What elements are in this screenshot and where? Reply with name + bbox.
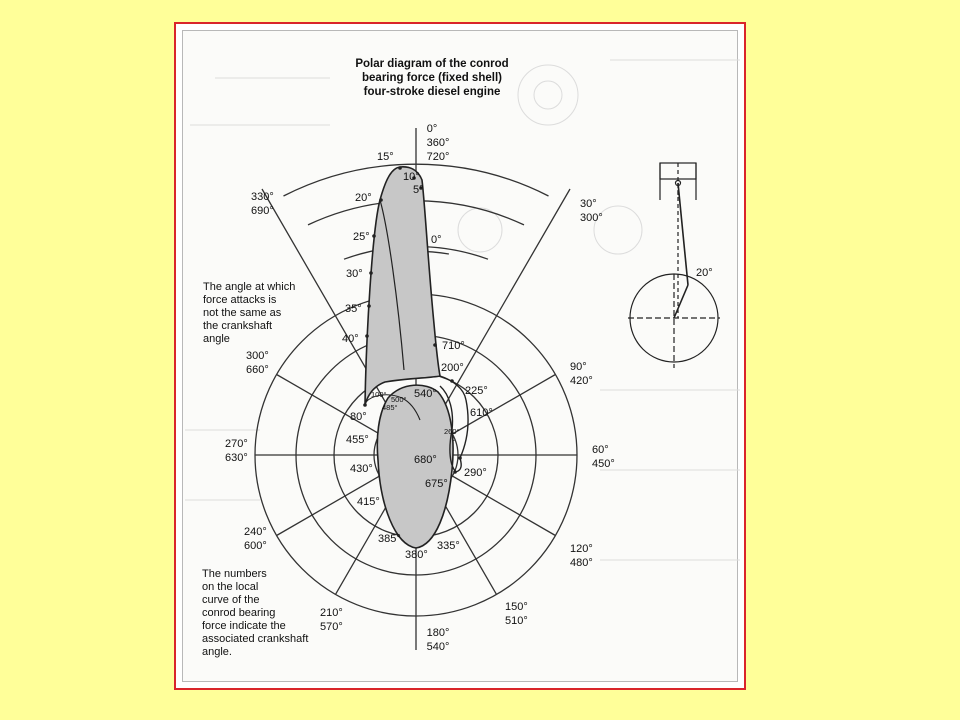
svg-text:angle: angle — [203, 333, 230, 345]
curve-label-225: 225° — [465, 385, 488, 397]
curve-label-680: 680° — [414, 454, 437, 466]
ring-label-120-b: 480° — [570, 557, 593, 569]
svg-text:on the local: on the local — [202, 581, 259, 593]
curve-label-290: 290° — [464, 467, 487, 479]
ring-label-240-b: 600° — [244, 540, 267, 552]
title-line-1: Polar diagram of the conrod — [355, 58, 509, 70]
svg-text:the crankshaft: the crankshaft — [203, 320, 273, 332]
ring-label-0-b: 360° — [426, 137, 450, 149]
curve-label-335: 335° — [437, 540, 460, 552]
svg-text:conrod bearing: conrod bearing — [202, 607, 276, 619]
ring-label-270-b: 630° — [225, 452, 248, 464]
ring-label-90-b: 420° — [570, 375, 593, 387]
ring-label-240-a: 240° — [244, 526, 267, 538]
curve-label-415: 415° — [357, 496, 380, 508]
ring-label-300-a: 300° — [246, 350, 269, 362]
ring-label-30-b: 300° — [580, 212, 603, 224]
curve-label-540: 540° — [414, 388, 437, 400]
crank-angle-label: 20° — [696, 267, 713, 279]
curve-label-385: 385° — [378, 533, 401, 545]
ring-label-210-a: 210° — [320, 607, 343, 619]
title-line-2: bearing force (fixed shell) — [362, 72, 502, 84]
crank-mechanism-sketch — [628, 163, 720, 368]
curve-label-25: 25° — [353, 231, 370, 243]
ring-label-60-a: 60° — [592, 444, 609, 456]
curve-label-100: 100° — [371, 390, 387, 399]
ring-label-210-b: 570° — [320, 621, 343, 633]
ring-label-180-a: 180° — [426, 627, 450, 639]
crank-throw — [674, 285, 688, 318]
curve-label-20: 20° — [355, 192, 372, 204]
curve-label-5: 5° — [413, 184, 424, 196]
curve-label-30: 30° — [346, 268, 363, 280]
note-left — [203, 281, 295, 345]
ring-label-0-a: 0° — [426, 123, 438, 135]
ring-label-180-b: 540° — [426, 641, 450, 653]
ring-label-150-a: 150° — [505, 601, 528, 613]
ring-label-330-a: 330° — [251, 191, 274, 203]
curve-label-500: 500° — [391, 395, 407, 404]
ring-label-30-a: 30° — [580, 198, 597, 210]
curve-label-675: 675° — [425, 478, 448, 490]
curve-label-485: 485° — [382, 403, 398, 412]
ring-label-330-b: 690° — [251, 205, 274, 217]
ring-label-300-b: 660° — [246, 364, 269, 376]
curve-label-10: 10° — [403, 171, 420, 183]
curve-label-610: 610° — [470, 407, 493, 419]
curve-label-710: 710° — [442, 340, 465, 352]
ring-label-120-a: 120° — [570, 543, 593, 555]
force-curve-upper-lobe — [365, 167, 440, 405]
svg-text:not the same as: not the same as — [203, 307, 282, 319]
curve-label-380: 380° — [405, 549, 428, 561]
curve-label-430: 430° — [350, 463, 373, 475]
curve-label-35: 35° — [345, 303, 362, 315]
ring-label-150-b: 510° — [505, 615, 528, 627]
svg-text:associated crankshaft: associated crankshaft — [202, 633, 309, 645]
connecting-rod — [678, 183, 688, 285]
ring-label-270-a: 270° — [225, 438, 248, 450]
curve-label-260: 260° — [444, 427, 460, 436]
svg-text:force indicate the: force indicate the — [202, 620, 286, 632]
curve-label-15: 15° — [377, 151, 394, 163]
note-bottom — [202, 568, 308, 658]
svg-text:The angle at which: The angle at which — [203, 281, 296, 293]
svg-text:angle.: angle. — [202, 646, 232, 658]
curve-label-200: 200° — [441, 362, 464, 374]
svg-text:The numbers: The numbers — [202, 568, 267, 580]
ring-label-90-a: 90° — [570, 361, 587, 373]
title-line-3: four-stroke diesel engine — [363, 86, 501, 98]
svg-text:curve of the: curve of the — [202, 594, 260, 606]
curve-label-455: 455° — [346, 434, 369, 446]
ring-label-60-b: 450° — [592, 458, 615, 470]
curve-label-0: 0° — [431, 234, 442, 246]
ring-label-0-c: 720° — [426, 151, 450, 163]
curve-label-80: 80° — [350, 411, 367, 423]
curve-label-40: 40° — [342, 333, 359, 345]
svg-text:force attacks is: force attacks is — [203, 294, 277, 306]
